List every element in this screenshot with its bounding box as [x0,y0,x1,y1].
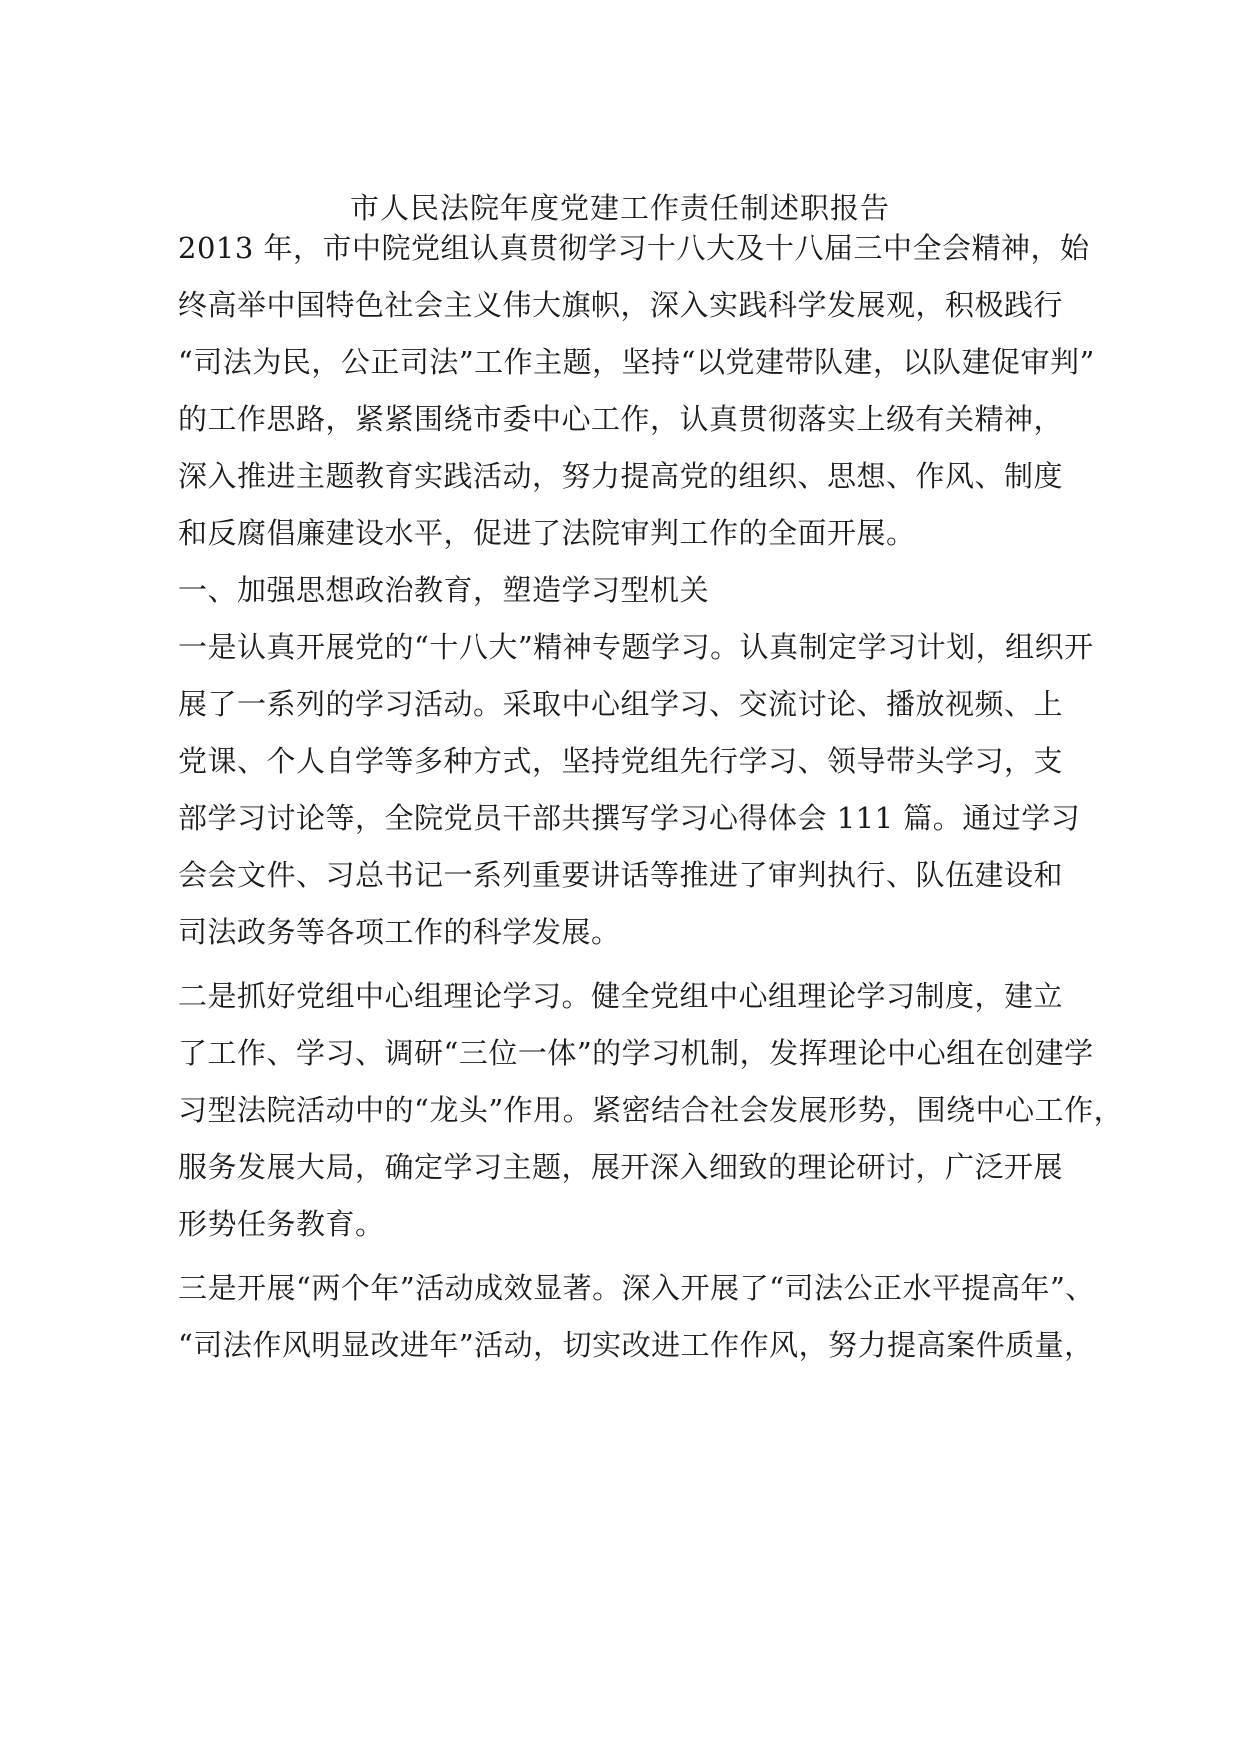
paragraph-line: 的工作思路，紧紧围绕市委中心工作，认真贯彻落实上级有关精神， [178,402,1064,436]
paragraph-line: 二是抓好党组中心组理论学习。健全党组中心组理论学习制度，建立 [178,979,1064,1013]
paragraph-line: 司法政务等各项工作的科学发展。 [178,915,621,949]
paragraph-line: 2013 年，市中院党组认真贯彻学习十八大及十八届三中全会精神，始 [178,231,1090,265]
paragraph-line: 终高举中国特色社会主义伟大旗帜，深入实践科学发展观，积极践行 [178,288,1064,322]
paragraph-line: “司法作风明显改进年”活动，切实改进工作作风，努力提高案件质量， [178,1328,1094,1362]
section-heading: 一、加强思想政治教育，塑造学习型机关 [178,573,710,607]
paragraph-line: 一是认真开展党的“十八大”精神专题学习。认真制定学习计划，组织开 [178,630,1094,664]
document-title: 市人民法院年度党建工作责任制述职报告 [349,191,890,225]
paragraph-line: 党课、个人自学等多种方式，坚持党组先行学习、领导带头学习，支 [178,744,1064,778]
paragraph-line: 深入推进主题教育实践活动，努力提高党的组织、思想、作风、制度 [178,459,1064,493]
paragraph-line: 三是开展“两个年”活动成效显著。深入开展了“司法公正水平提高年”、 [178,1271,1095,1305]
paragraph-line: 展了一系列的学习活动。采取中心组学习、交流讨论、播放视频、上 [178,687,1064,721]
paragraph-line: 了工作、学习、调研“三位一体”的学习机制，发挥理论中心组在创建学 [178,1036,1094,1070]
paragraph-line: 和反腐倡廉建设水平，促进了法院审判工作的全面开展。 [178,516,916,550]
paragraph-line: 部学习讨论等，全院党员干部共撰写学习心得体会 111 篇。通过学习 [178,801,1081,835]
paragraph-line: 服务发展大局，确定学习主题，展开深入细致的理论研讨，广泛开展 [178,1150,1064,1184]
paragraph-line: 习型法院活动中的“龙头”作用。紧密结合社会发展形势，围绕中心工作， [178,1093,1124,1127]
paragraph-line: “司法为民，公正司法”工作主题，坚持“以党建带队建，以队建促审判” [178,345,1095,379]
paragraph-line: 会会文件、习总书记一系列重要讲话等推进了审判执行、队伍建设和 [178,858,1064,892]
paragraph-line: 形势任务教育。 [178,1207,385,1241]
